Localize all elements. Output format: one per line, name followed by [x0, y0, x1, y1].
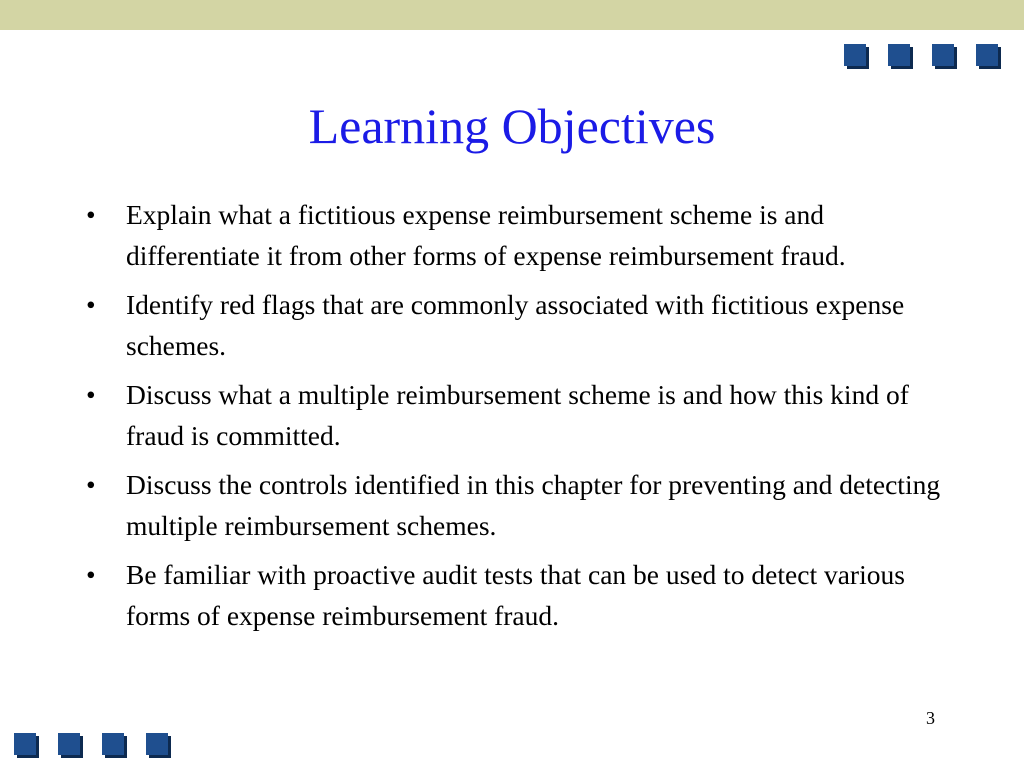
square-icon — [14, 733, 36, 755]
bullet-text: Discuss the controls identified in this chapter for preventing and detecting multiple reimbursement schemes. — [126, 469, 941, 541]
square-icon — [102, 733, 124, 755]
square-icon — [976, 44, 998, 66]
bullet-item — [82, 285, 962, 366]
bullet-list — [82, 195, 962, 645]
top-accent-band — [0, 0, 1024, 30]
bullet-text: Discuss what a multiple reimbursement scheme is and how this kind of fraud is committed. — [126, 379, 909, 451]
slide-title: Learning Objectives — [308, 98, 716, 154]
page-number: 3 — [926, 708, 935, 728]
square-icon — [888, 44, 910, 66]
bottom-square-decoration — [14, 733, 168, 755]
bullet-item — [82, 375, 962, 456]
bullet-icon: • — [86, 289, 96, 320]
bullet-text: Explain what a fictitious expense reimbursement scheme is and differentiate it from other forms of expense reimbursement fraud. — [126, 199, 846, 271]
bullet-text: Identify red flags that are commonly associated with fictitious expense schemes. — [126, 289, 905, 361]
bullet-text: Be familiar with proactive audit tests that can be used to detect various forms of expense reimbursement fraud. — [126, 559, 905, 631]
bullet-item — [82, 465, 962, 546]
bullet-icon: • — [86, 199, 96, 230]
top-square-decoration — [844, 44, 998, 66]
square-icon — [844, 44, 866, 66]
bullet-item — [82, 555, 962, 636]
square-icon — [932, 44, 954, 66]
square-icon — [58, 733, 80, 755]
bullet-icon: • — [86, 469, 96, 500]
bullet-icon: • — [86, 559, 96, 590]
bullet-item — [82, 195, 962, 276]
bullet-icon: • — [86, 379, 96, 410]
square-icon — [146, 733, 168, 755]
